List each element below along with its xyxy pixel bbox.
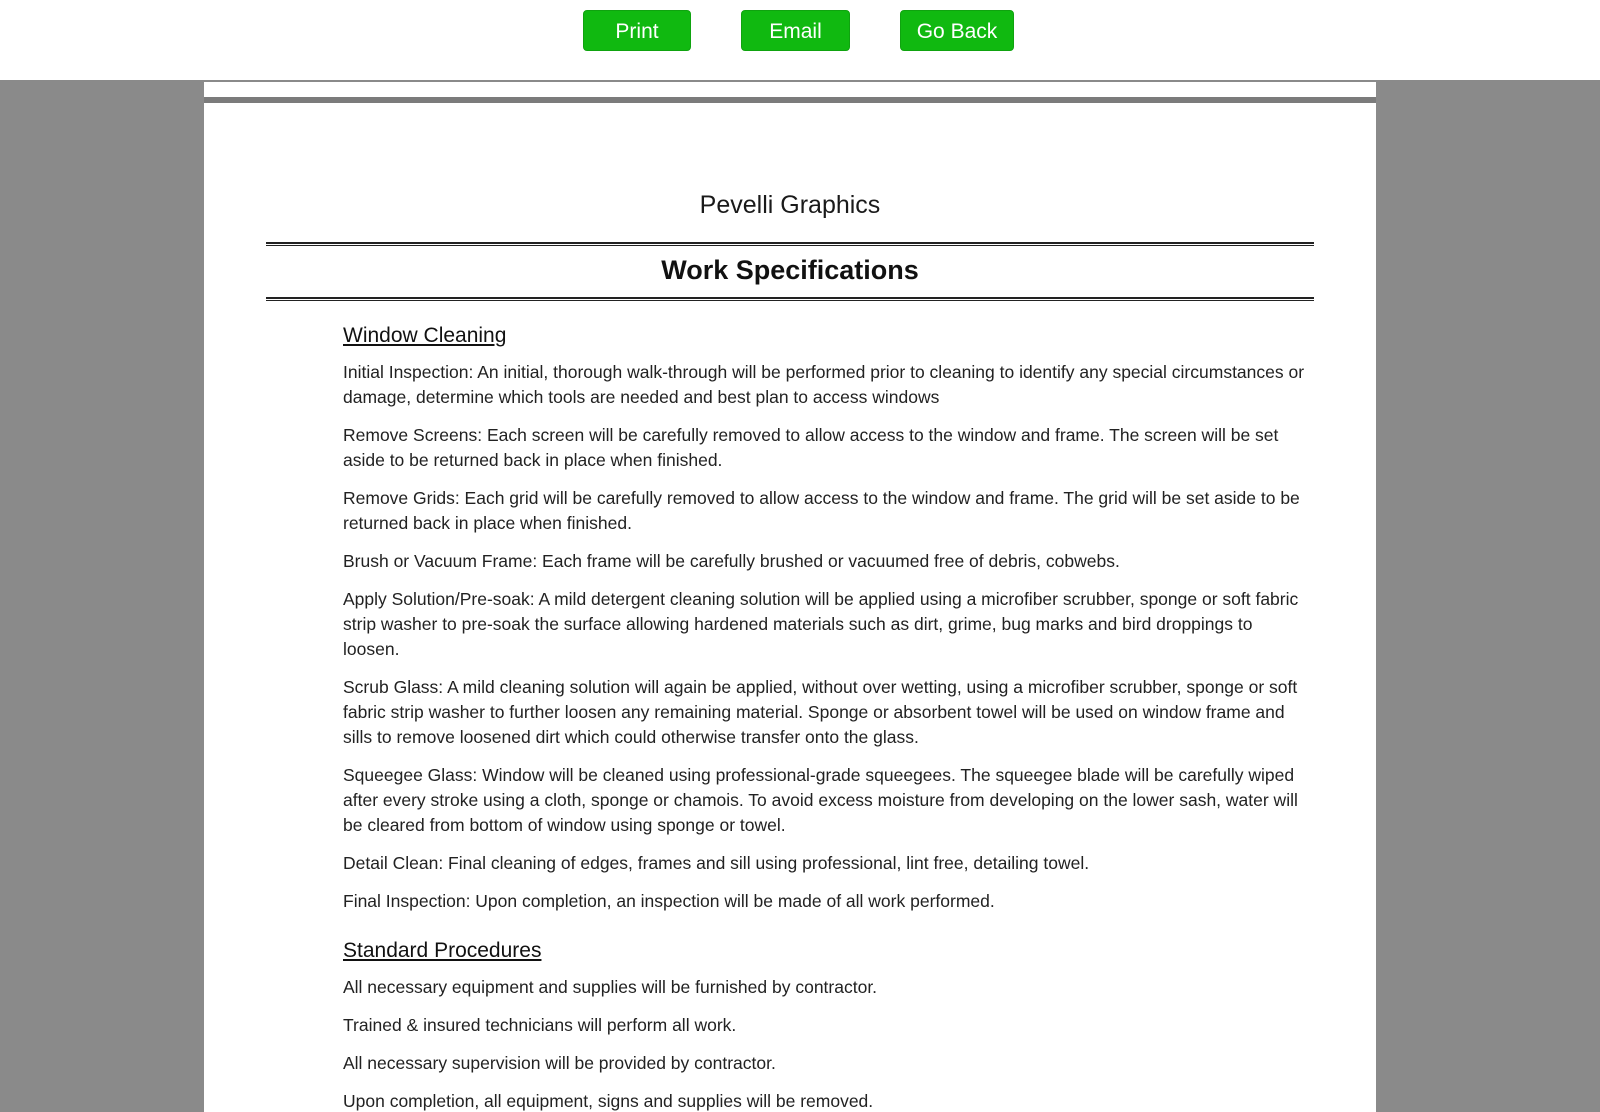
document-viewer[interactable] bbox=[0, 80, 1600, 1112]
procedure-technicians: Trained & insured technicians will perform all work. bbox=[343, 1015, 737, 1035]
toolbar bbox=[0, 0, 1600, 80]
spec-remove-grids: Remove Grids: Each grid will be carefully removed to allow access to the window and frame. The grid will be set aside to be returned back in place when finished. bbox=[343, 488, 1300, 533]
email-button[interactable]: Email bbox=[741, 10, 850, 51]
procedure-supervision: All necessary supervision will be provided by contractor. bbox=[343, 1053, 776, 1073]
procedure-cleanup: Upon completion, all equipment, signs and supplies will be removed. bbox=[343, 1091, 874, 1111]
spec-brush-vacuum-frame: Brush or Vacuum Frame: Each frame will be carefully brushed or vacuumed free of debris, cobwebs. bbox=[343, 551, 1120, 571]
spec-scrub-glass: Scrub Glass: A mild cleaning solution will again be applied, without over wetting, using a microfiber scrubber, sponge or soft fabric strip washer to further loosen any remaining material. Sponge or absorbent towel will be used on window frame and sills to remove loosened dirt which could otherwise transfer onto the glass. bbox=[343, 677, 1298, 747]
company-name: Pevelli Graphics bbox=[699, 191, 881, 219]
print-button[interactable]: Print bbox=[583, 10, 691, 51]
procedure-equipment: All necessary equipment and supplies will be furnished by contractor. bbox=[343, 977, 878, 997]
spec-initial-inspection: Initial Inspection: An initial, thorough walk-through will be performed prior to cleaning to identify any special circumstances or damage, determine which tools are needed and best plan to access windows bbox=[343, 362, 1305, 407]
document-title: Work Specifications bbox=[661, 255, 919, 285]
spec-apply-solution: Apply Solution/Pre-soak: A mild detergent cleaning solution will be applied using a microfiber scrubber, sponge or soft fabric strip washer to pre-soak the surface allowing hardened materials such as dirt, grime, bug marks and bird droppings to loosen. bbox=[343, 589, 1299, 659]
spec-remove-screens: Remove Screens: Each screen will be carefully removed to allow access to the window and frame. The screen will be set aside to be returned back in place when finished. bbox=[343, 425, 1279, 470]
section-heading-window-cleaning: Window Cleaning bbox=[343, 324, 507, 347]
spec-squeegee-glass: Squeegee Glass: Window will be cleaned using professional-grade squeegees. The squeegee blade will be carefully wiped after every stroke using a cloth, sponge or chamois. To avoid excess moisture from developing on the lower sash, water will be cleared from bottom of window using sponge or towel. bbox=[343, 765, 1298, 835]
document-content bbox=[343, 322, 1313, 1112]
title-rule-bottom bbox=[266, 297, 1314, 301]
section-spacer bbox=[343, 927, 1313, 937]
section-heading-standard-procedures: Standard Procedures bbox=[343, 939, 542, 962]
go-back-button[interactable]: Go Back bbox=[900, 10, 1014, 51]
previous-page-edge bbox=[204, 82, 1376, 97]
document-page bbox=[204, 103, 1376, 1112]
title-rule-top bbox=[266, 242, 1314, 246]
spec-detail-clean: Detail Clean: Final cleaning of edges, frames and sill using professional, lint free, detailing towel. bbox=[343, 853, 1090, 873]
spec-final-inspection: Final Inspection: Upon completion, an inspection will be made of all work performed. bbox=[343, 891, 995, 911]
